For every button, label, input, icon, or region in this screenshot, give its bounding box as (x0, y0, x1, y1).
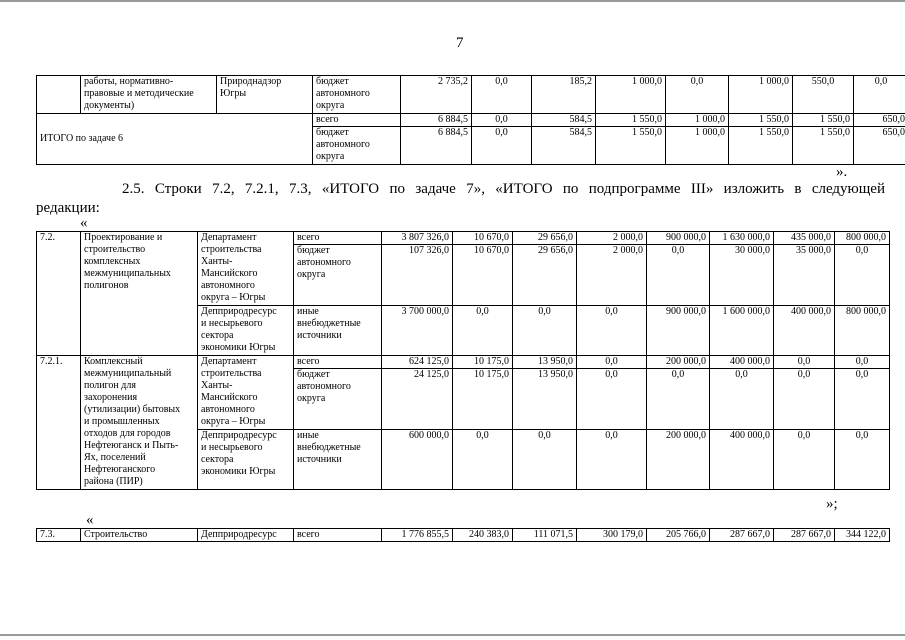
cell-source: бюджет автономного округа (313, 76, 401, 114)
opening-quote: « (86, 512, 94, 528)
cell-value: 2 000,0 (577, 245, 647, 306)
cell-value: 400 000,0 (710, 356, 774, 369)
cell-value: 29 656,0 (513, 245, 577, 306)
cell-value: 287 667,0 (774, 529, 835, 542)
cell-value: 1 000,0 (596, 76, 666, 114)
cell-value: 0,0 (647, 245, 710, 306)
cell-value: 1 776 855,5 (382, 529, 453, 542)
paragraph-line: редакции: (36, 200, 100, 216)
cell-value: 1 000,0 (666, 127, 729, 165)
cell-number: 7.2. (37, 232, 81, 356)
cell-value: 900 000,0 (647, 232, 710, 245)
cell-value: 0,0 (835, 430, 890, 490)
cell-value: 0,0 (835, 369, 890, 430)
cell-number: 7.3. (37, 529, 81, 542)
cell-value: 0,0 (577, 430, 647, 490)
cell-value: 0,0 (513, 430, 577, 490)
cell-value: 0,0 (835, 356, 890, 369)
cell-number (37, 76, 81, 114)
cell-value: 10 175,0 (453, 356, 513, 369)
cell-executor: Депприродресурс и несырьевого сектора экономики Югры (198, 306, 294, 356)
cell-measure: Строительство (81, 529, 198, 542)
cell-executor: Департамент строительства Ханты- Мансийского автономного округа – Югры (198, 356, 294, 430)
cell-source: бюджет автономного округа (313, 127, 401, 165)
cell-value: 400 000,0 (710, 430, 774, 490)
cell-value: 900 000,0 (647, 306, 710, 356)
cell-source: бюджет автономного округа (294, 369, 382, 430)
table-row (37, 114, 905, 127)
cell-value: 0,0 (577, 369, 647, 430)
cell-value: 1 550,0 (793, 127, 854, 165)
cell-value: 6 884,5 (401, 127, 472, 165)
cell-value: 1 550,0 (793, 114, 854, 127)
cell-value: 24 125,0 (382, 369, 453, 430)
cell-value: 6 884,5 (401, 114, 472, 127)
cell-value: 344 122,0 (835, 529, 890, 542)
cell-source: всего (294, 232, 382, 245)
cell-value: 1 550,0 (729, 127, 793, 165)
cell-value: 111 071,5 (513, 529, 577, 542)
cell-value: 3 700 000,0 (382, 306, 453, 356)
cell-value: 200 000,0 (647, 356, 710, 369)
cell-value: 13 950,0 (513, 369, 577, 430)
cell-value: 1 550,0 (729, 114, 793, 127)
cell-value: 584,5 (532, 127, 596, 165)
cell-source: иные внебюджетные источники (294, 306, 382, 356)
table-row-7-3 (36, 528, 890, 542)
cell-value: 0,0 (453, 430, 513, 490)
cell-value: 0,0 (774, 356, 835, 369)
cell-value: 400 000,0 (774, 306, 835, 356)
closing-quote: »; (826, 496, 838, 512)
cell-source: всего (294, 529, 382, 542)
cell-value: 0,0 (472, 127, 532, 165)
cell-value: 1 000,0 (666, 114, 729, 127)
cell-total-label: ИТОГО по задаче 6 (37, 114, 313, 165)
cell-value: 0,0 (666, 76, 729, 114)
cell-value: 29 656,0 (513, 232, 577, 245)
cell-executor: Депприродресурс (198, 529, 294, 542)
table-row (37, 529, 890, 542)
cell-value: 0,0 (577, 306, 647, 356)
cell-value: 10 175,0 (453, 369, 513, 430)
cell-value: 0,0 (472, 76, 532, 114)
cell-value: 435 000,0 (774, 232, 835, 245)
cell-value: 205 766,0 (647, 529, 710, 542)
cell-executor: Департамент строительства Ханты- Мансийского автономного округа – Югры (198, 232, 294, 306)
cell-value: 0,0 (710, 369, 774, 430)
cell-value: 185,2 (532, 76, 596, 114)
cell-value: 240 383,0 (453, 529, 513, 542)
cell-value: 1 630 000,0 (710, 232, 774, 245)
cell-value: 0,0 (774, 430, 835, 490)
table-row (37, 76, 905, 114)
cell-value: 2 735,2 (401, 76, 472, 114)
cell-value: 650,0 (854, 127, 905, 165)
cell-source: всего (294, 356, 382, 369)
page-number: 7 (456, 35, 464, 51)
cell-value: 0,0 (774, 369, 835, 430)
cell-value: 550,0 (793, 76, 854, 114)
table-rows-7-2 (36, 231, 890, 490)
table-row (37, 232, 890, 245)
cell-value: 0,0 (835, 245, 890, 306)
cell-value: 1 600 000,0 (710, 306, 774, 356)
cell-value: 0,0 (453, 306, 513, 356)
cell-value: 10 670,0 (453, 232, 513, 245)
cell-value: 13 950,0 (513, 356, 577, 369)
cell-value: 200 000,0 (647, 430, 710, 490)
cell-value: 10 670,0 (453, 245, 513, 306)
cell-value: 0,0 (513, 306, 577, 356)
cell-number: 7.2.1. (37, 356, 81, 490)
cell-value: 1 550,0 (596, 114, 666, 127)
cell-value: 30 000,0 (710, 245, 774, 306)
cell-value: 584,5 (532, 114, 596, 127)
cell-value: 300 179,0 (577, 529, 647, 542)
cell-value: 35 000,0 (774, 245, 835, 306)
cell-source: всего (313, 114, 401, 127)
paragraph-line: 2.5. Строки 7.2, 7.2.1, 7.3, «ИТОГО по задаче 7», «ИТОГО по подпрограмме III» изложить в следующей (122, 181, 885, 197)
cell-value: 2 000,0 (577, 232, 647, 245)
cell-value: 1 550,0 (596, 127, 666, 165)
scan-edge-top (0, 0, 905, 2)
cell-value: 0,0 (472, 114, 532, 127)
cell-value: 0,0 (577, 356, 647, 369)
cell-measure: работы, нормативно- правовые и методические документы) (81, 76, 217, 114)
amendment-paragraph (36, 180, 885, 218)
cell-value: 650,0 (854, 114, 905, 127)
scan-edge-bottom (0, 634, 905, 636)
cell-value: 800 000,0 (835, 232, 890, 245)
cell-source: иные внебюджетные источники (294, 430, 382, 490)
table-row (37, 356, 890, 369)
closing-quote: ». (836, 164, 848, 180)
cell-executor: Депприродресурс и несырьевого сектора экономики Югры (198, 430, 294, 490)
cell-value: 0,0 (854, 76, 905, 114)
cell-executor: Природнадзор Югры (217, 76, 313, 114)
cell-value: 0,0 (647, 369, 710, 430)
cell-value: 800 000,0 (835, 306, 890, 356)
cell-value: 624 125,0 (382, 356, 453, 369)
cell-value: 107 326,0 (382, 245, 453, 306)
table-task-6 (36, 75, 905, 165)
cell-measure: Проектирование и строительство комплексных межмуниципальных полигонов (81, 232, 198, 356)
cell-value: 600 000,0 (382, 430, 453, 490)
cell-value: 3 807 326,0 (382, 232, 453, 245)
cell-value: 287 667,0 (710, 529, 774, 542)
opening-quote: « (80, 215, 88, 231)
cell-source: бюджет автономного округа (294, 245, 382, 306)
cell-value: 1 000,0 (729, 76, 793, 114)
cell-measure: Комплексный межмуниципальный полигон для захоронения (утилизации) бытовых и промышленных отходов для городов Нефтеюганск и Пыть- Ях, поселений Нефтеюганского района (ПИР) (81, 356, 198, 490)
